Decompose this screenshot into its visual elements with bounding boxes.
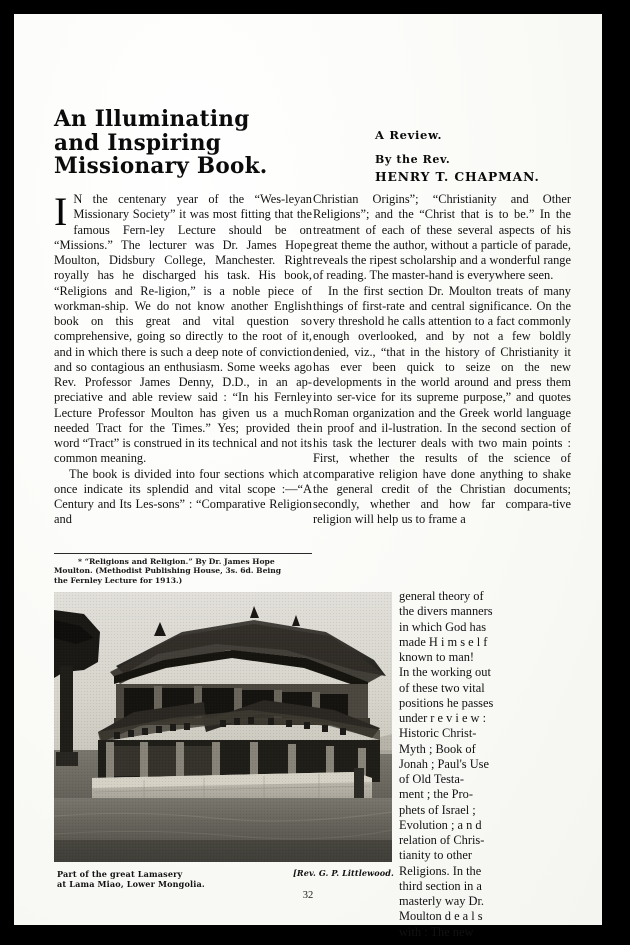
footnote-line-3: the Fernley Lecture for 1913.) <box>54 575 183 585</box>
drop-cap: I <box>54 189 68 234</box>
page-title <box>54 107 314 178</box>
footnote-line-2: Moulton. (Methodist Publishing House, 3s. 6d. Being <box>54 566 282 576</box>
page-content <box>14 14 602 939</box>
photo-caption-line-2: at Lama Miao, Lower Mongolia. <box>57 879 205 890</box>
narrow-column-line: known to man! <box>399 650 475 664</box>
narrow-column-line: relation of Chris- <box>399 833 485 847</box>
narrow-column-line: Evolution ; a n d <box>399 817 482 832</box>
footnote-line-1: * “Religions and Religion.” By Dr. James Hope <box>78 557 275 566</box>
left-paragraph-1 <box>54 189 312 467</box>
narrow-column-line: third section in a <box>399 878 482 893</box>
narrow-column-line: of Old Testa- <box>399 772 464 786</box>
narrow-column-line: ment ; the Pro- <box>399 787 473 802</box>
narrow-column-line: made H i m s e l f <box>399 634 488 649</box>
left-paragraph-2: The book is divided into four sections which at once indicate its splendid and vital scope :—“A Century and Its Les-sons” : “Comparative Religion and <box>54 466 312 527</box>
photograph <box>54 592 392 862</box>
narrow-column-line: under r e v i e w : <box>399 711 487 725</box>
narrow-column-line: phets of Israel ; <box>399 802 476 817</box>
headline-line-1: An Illuminating <box>54 105 250 133</box>
headline-line-3: Missionary Book. <box>54 152 268 180</box>
narrow-column-line: positions he passes <box>399 695 494 710</box>
narrow-wrap-column <box>399 589 571 940</box>
byline <box>375 128 575 184</box>
right-column <box>313 192 571 528</box>
right-paragraph-1: Christian Origins”; “Christianity and Other Religions”; and the “Christ that is to be.” In the treatment of each of these several aspects of his great theme the author, without a particle of parade, reveals the ripest scholarship and a wonderful range of reading. The master-hand is everywhere seen. <box>313 192 571 283</box>
photo-caption-line-1: Part of the great Lamasery <box>57 869 183 879</box>
scanned-page-frame <box>14 14 602 939</box>
headline-line-2: and Inspiring <box>54 129 222 156</box>
narrow-column-line: of these two vital <box>399 680 485 695</box>
right-paragraph-2: In the first section Dr. Moulton treats of many things of first-rate and central significance. On the very threshold he calls attention to a fact commonly enough overlooked, and by not a few boldly denied, viz., “that in the history of Christianity it has ever been quick to seize on the new developments in the world around and press them into ser-vice for its supreme purpose,” and quotes Roman organization and the Greek world language in proof and il-lustration. In the second section of his task the lecturer deals with two main points : First, whether the results of the science of comparative religion have done anything to shake the general credit of the Christian documents; secondly, whether and how far compara-tive religion will help us to frame a <box>313 283 571 527</box>
narrow-column-line: Religions. In the <box>399 863 482 878</box>
narrow-column-line: general theory of <box>399 589 484 603</box>
photo-caption <box>57 869 287 890</box>
narrow-column-line: In the working out <box>399 665 491 680</box>
byline-author: HENRY T. CHAPMAN. <box>375 169 540 184</box>
footnote <box>54 557 312 585</box>
photograph-image <box>54 592 392 862</box>
narrow-column-line: Myth ; Book of <box>399 741 476 756</box>
narrow-column-line: masterly way Dr. <box>399 894 484 908</box>
footnote-rule <box>54 553 312 554</box>
narrow-column-line: in which God has <box>399 619 487 634</box>
photo-credit: [Rev. G. P. Littlewood. <box>293 868 394 878</box>
narrow-column-line: with : The new <box>399 924 474 939</box>
left-paragraph-1-text: N the centenary year of the “Wes-leyan Missionary Society” it was most fitting that the famous Fern-ley Lecture should be on “Missions.” The lecturer was Dr. James Hope Moulton, Didsbury College, Manchester. Right royally has he discharged his task. His book, “Religions and Re-ligion,” is a noble piece of workman-ship. We do not know another English book on this great and vital question so comprehensive, going so directly to the root of it, and in which there is such a deep note of conviction and so contagious an enthusiasm. Some weeks ago Rev. Professor James Denny, D.D., in an ap-preciative and able review said : “In his Fernley Lecture Professor Moulton has given us a much needed Tract for the Times.” Yes; provided the word “Tract” is construed in its technical and not its common meaning. <box>54 192 312 466</box>
left-column <box>54 189 312 528</box>
byline-by-label: By the Rev. <box>375 153 451 166</box>
narrow-column-line: Historic Christ- <box>399 726 477 741</box>
narrow-column-line: Jonah ; Paul's Use <box>399 756 489 771</box>
narrow-column-line: the divers manners <box>399 604 493 619</box>
narrow-column-line: tianity to other <box>399 848 472 863</box>
narrow-column-line: Moulton d e a l s <box>399 909 483 924</box>
byline-review-label: A Review. <box>375 128 443 142</box>
page-number: 32 <box>302 890 314 901</box>
